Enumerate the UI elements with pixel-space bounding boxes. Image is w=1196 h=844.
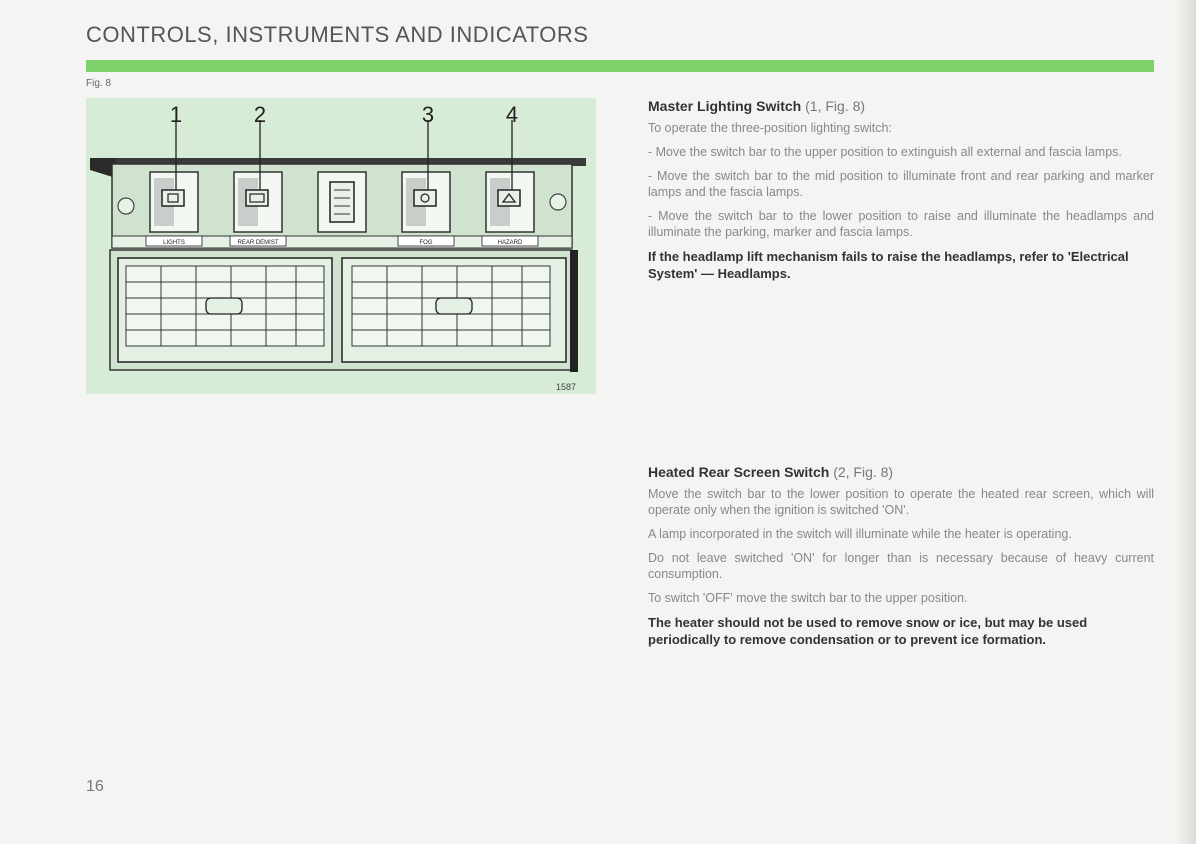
right-air-vent: [342, 258, 566, 362]
switch-label-rear-demist: REAR DEMIST: [237, 240, 279, 246]
lighting-note: If the headlamp lift mechanism fails to raise the headlamps, refer to 'Electrical System' — Headlamps.: [648, 249, 1129, 281]
lighting-mid-position: - Move the switch bar to the mid position to illuminate front and rear parking and marker lamps and the fascia lamps.: [648, 169, 1154, 199]
lighting-upper-position: - Move the switch bar to the upper position to extinguish all external and fascia lamps.: [648, 145, 1122, 159]
header-rule: [86, 60, 1154, 72]
rear-screen-note: The heater should not be used to remove snow or ice, but may be used periodically to remove condensation or to prevent ice formation.: [648, 615, 1088, 647]
master-lighting-section: [648, 98, 1154, 290]
rear-screen-ref: (2, Fig. 8): [833, 464, 894, 480]
left-screw-icon: [118, 198, 134, 214]
callout-1: 1: [169, 102, 183, 127]
page-edge-shadow: [1174, 0, 1196, 844]
blank-switch: [318, 172, 366, 232]
master-lighting-ref: (1, Fig. 8): [805, 98, 866, 114]
rear-demist-switch: [234, 172, 282, 232]
rear-screen-warning: Do not leave switched 'ON' for longer than is necessary because of heavy current consumption.: [648, 551, 1154, 581]
lighting-switch: [150, 172, 198, 232]
left-air-vent: [118, 258, 332, 362]
callout-2: 2: [253, 102, 267, 127]
switch-panel-figure: [86, 98, 596, 394]
rear-screen-lamp: A lamp incorporated in the switch will illuminate while the heater is operating.: [648, 527, 1072, 541]
heated-rear-screen-section: [648, 464, 1154, 656]
right-screw-icon: [550, 194, 566, 210]
callout-3: 3: [421, 102, 435, 127]
callout-4: 4: [505, 102, 519, 127]
master-lighting-heading: [648, 98, 1154, 114]
switch-label-fog: FOG: [419, 240, 433, 246]
rear-screen-operate: Move the switch bar to the lower position to operate the heated rear screen, which will operate only when the ignition is switched 'ON'.: [648, 487, 1154, 517]
figure-image-number: 1587: [555, 382, 576, 392]
fog-switch: [402, 172, 450, 232]
rear-screen-title: Heated Rear Screen Switch: [648, 464, 830, 480]
switch-label-hazard: HAZARD: [497, 240, 523, 246]
switch-label-lights: LIGHTS: [163, 240, 185, 246]
page-number: 16: [86, 778, 104, 795]
hazard-switch: [486, 172, 534, 232]
lighting-lower-position: - Move the switch bar to the lower position to raise and illuminate the headlamps and illuminate the parking, marker and fascia lamps.: [648, 209, 1154, 239]
lighting-intro: To operate the three-position lighting switch:: [648, 121, 892, 135]
figure-label: Fig. 8: [86, 78, 112, 89]
page-header: CONTROLS, INSTRUMENTS AND INDICATORS: [86, 22, 589, 47]
rear-screen-heading: [648, 464, 1154, 480]
rear-screen-off: To switch 'OFF' move the switch bar to the upper position.: [648, 591, 968, 605]
master-lighting-title: Master Lighting Switch: [648, 98, 802, 114]
